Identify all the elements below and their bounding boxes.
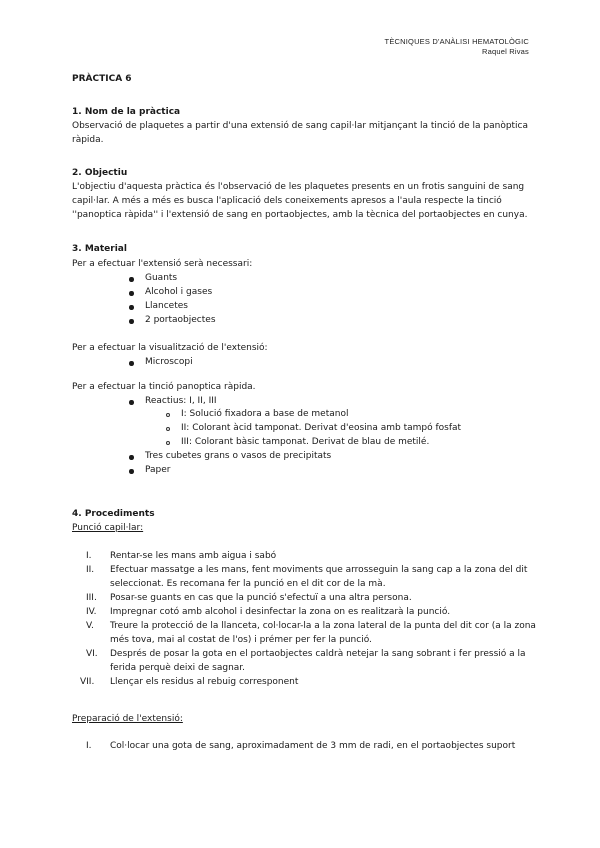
header [385,37,529,57]
section4-heading: 4. Procediments [72,509,155,519]
bullet-icon [129,361,134,366]
bullet-icon [129,319,134,324]
step-number: II. [86,565,95,575]
header-course: TÈCNIQUES D'ANÀLISI HEMATOLÒGIC [384,37,529,46]
step-text: Rentar-se les mans amb aigua i sabó [110,551,277,561]
step-number: I. [86,551,92,561]
step-number: IV. [86,607,97,617]
section1-heading: 1. Nom de la pràctica [72,107,181,117]
bullet-icon [129,400,134,405]
bullet-icon [129,291,134,296]
list-item: 2 portaobjectes [145,315,216,325]
step-text: Col·locar una gota de sang, aproximadament de 3 mm de radi, en el portaobjectes suport [110,741,516,751]
step-text: ferida perquè deixi de sagnar. [110,663,246,673]
step-number: VI. [86,649,98,659]
step-text: Efectuar massatge a les mans, fent moviments que arrosseguin la sang cap a la zona del dit [110,565,528,575]
step-number: III. [86,593,97,603]
section1-line: Observació de plaquetes a partir d'una extensió de sang capil·lar mitjançant la tinció de la panòptica [72,121,529,131]
subsection-title: Punció capil·lar: [72,523,144,533]
hollow-bullet-icon [166,427,170,431]
sub-list-item: II: Colorant àcid tamponat. Derivat d'eosina amb tampó fosfat [181,423,462,433]
list-item: Microscopi [145,357,193,367]
step-text: seleccionat. Es recomana fer la punció en el dit cor de la mà. [110,579,386,589]
bullet-icon [129,277,134,282]
practice-title: PRÀCTICA 6 [72,74,132,84]
section2-line: capil·lar. A més a més es busca l'aplicació dels coneixements apresos a l'aula respecte la tinció [72,196,502,206]
step-text: Després de posar la gota en el portaobjectes caldrà netejar la sang sobrant i fer pressió a la [110,649,526,659]
section1-line: ràpida. [72,135,104,145]
bullet-icon [129,305,134,310]
list-item: Reactius: I, II, III [145,396,217,406]
step-text: Treure la protecció de la llanceta, col·locar-la a la zona lateral de la punta del dit cor (a la zona [110,621,536,631]
subsection-title: Preparació de l'extensió: [72,714,183,724]
list-item: Paper [145,465,171,475]
list-item: Tres cubetes grans o vasos de precipitats [145,451,332,461]
sub-list-item: III: Colorant bàsic tamponat. Derivat de blau de metilé. [181,437,430,447]
section3-heading: 3. Material [72,244,127,254]
section2-line: L'objectiu d'aquesta pràctica és l'observació de les plaquetes presents en un frotis sanguini de sang [72,182,525,192]
step-text: més tova, mai al costat de l'os) i prémer per fer la punció. [110,635,372,645]
list-item: Alcohol i gases [145,287,213,297]
bullet-icon [129,455,134,460]
stain-intro: Per a efectuar la tinció panoptica ràpida. [72,382,256,392]
step-text: Posar-se guants en cas que la punció s'efectuï a una altra persona. [110,593,412,603]
list-item: Llancetes [145,301,188,311]
step-number: I. [86,741,92,751]
step-text: Llençar els residus al rebuig corresponent [110,677,299,687]
visual-intro: Per a efectuar la visualització de l'extensió: [72,343,268,353]
bullet-icon [129,469,134,474]
hollow-bullet-icon [166,441,170,445]
hollow-bullet-icon [166,413,170,417]
extension-intro: Per a efectuar l'extensió serà necessari: [72,259,253,269]
list-item: Guants [145,273,178,283]
section2-line: ''panoptica ràpida'' i l'extensió de sang en portaobjectes, amb la tècnica del portaobjectes en cunya. [72,210,528,220]
step-number: VII. [80,677,95,687]
header-author: Raquel Rivas [481,47,529,56]
step-text: Impregnar cotó amb alcohol i desinfectar la zona on es realitzarà la punció. [110,607,451,617]
step-number: V. [86,621,94,631]
section2-heading: 2. Objectiu [72,168,128,178]
sub-list-item: I: Solució fixadora a base de metanol [181,409,349,419]
